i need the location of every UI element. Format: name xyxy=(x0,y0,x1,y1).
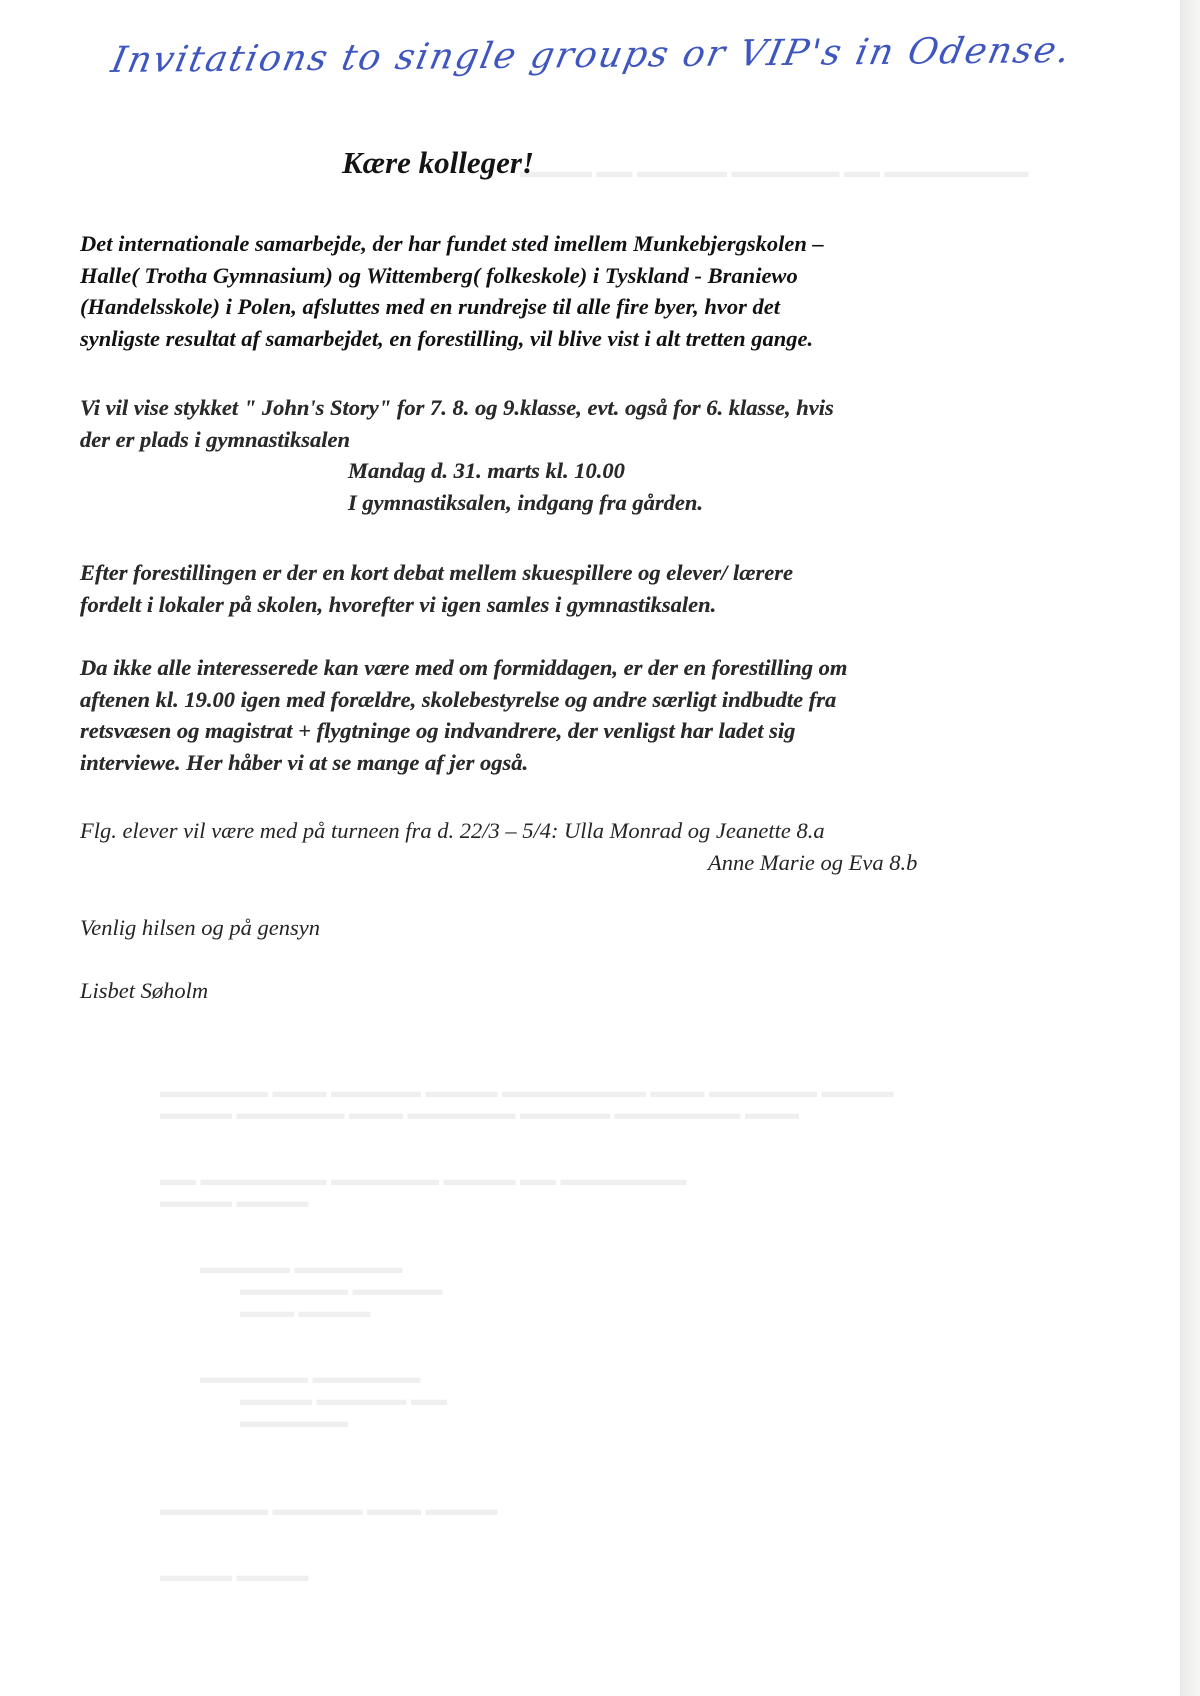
event-datetime: Mandag d. 31. marts kl. 10.00 xyxy=(348,458,625,483)
show-through-shading: ▬▬▬▬▬▬ ▬▬▬ ▬▬▬▬▬ ▬▬▬▬ ▬▬▬▬▬▬▬▬ ▬▬▬ ▬▬▬▬▬▬ ▬▬▬▬ ▬▬▬▬ ▬▬▬▬▬▬ ▬▬▬ ▬▬▬▬▬▬ ▬▬▬▬▬ ▬▬▬▬▬▬▬ ▬▬▬ ▬▬ ▬▬▬▬▬▬▬ ▬▬▬▬▬▬ ▬▬▬▬ ▬▬ ▬▬▬▬▬▬▬ ▬▬▬▬ ▬▬▬▬ ▬▬▬▬▬ ▬▬▬▬▬▬ ▬▬▬▬▬▬ ▬▬▬▬▬ ▬▬▬ ▬▬▬▬ ▬▬▬▬▬▬ ▬▬▬▬▬▬ ▬▬▬▬ ▬▬▬▬▬ ▬▬ ▬▬▬▬▬▬ ▬▬▬▬▬▬ ▬▬▬▬▬ ▬▬▬ ▬▬▬▬ ▬▬▬▬ ▬▬▬▬ xyxy=(160,1081,894,1585)
signature-block xyxy=(80,975,1060,1007)
text-line: interviewe. Her håber vi at se mange af jer også. xyxy=(80,749,529,775)
paper-edge xyxy=(1180,0,1200,1696)
text-line: Vi vil vise stykket " John's Story" for 7. 8. og 9.klasse, evt. også for 6. klasse, hvis xyxy=(80,395,834,420)
closing-greeting xyxy=(80,912,1060,944)
tour-line-1: Flg. elever vil være med på turneen fra d. 22/3 – 5/4: Ulla Monrad og Jeanette 8.a xyxy=(80,818,825,843)
paragraph-debate xyxy=(80,557,1060,620)
text-line: retsvæsen og magistrat + flygtninge og indvandrere, der venligst har ladet sig xyxy=(80,718,796,743)
closing-text: Venlig hilsen og på gensyn xyxy=(80,915,320,940)
tour-line-2: Anne Marie og Eva 8.b xyxy=(708,849,918,875)
text-line: fordelt i lokaler på skolen, hvorefter vi igen samles i gymnastiksalen. xyxy=(80,591,717,617)
text-line: synligste resultat af samarbejdet, en forestilling, vil blive vist i alt tretten gange. xyxy=(80,325,814,351)
handwritten-note: Invitations to single groups or VIP's in Odense. xyxy=(107,29,1076,81)
paragraph-intro xyxy=(80,228,1060,354)
text-line: Efter forestillingen er der en kort debat mellem skuespillere og elever/ lærere xyxy=(80,560,794,585)
text-line: der er plads i gymnastiksalen xyxy=(80,426,351,452)
paragraph-performance xyxy=(80,392,1060,518)
text-line: (Handelsskole) i Polen, afsluttes med en rundrejse til alle fire byer, hvor det xyxy=(80,294,780,319)
text-line: aftenen kl. 19.00 igen med forældre, skolebestyrelse og andre særligt indbudte fra xyxy=(80,686,837,712)
paragraph-evening xyxy=(80,652,1060,778)
show-through-shading: ▬▬▬▬ ▬▬ ▬▬▬▬▬ ▬▬▬▬▬▬ ▬▬ ▬▬▬▬▬▬▬▬ xyxy=(520,161,1029,181)
text-line: Halle( Trotha Gymnasium) og Wittemberg( folkeskole) i Tyskland - Braniewo xyxy=(80,262,798,288)
text-line: Det internationale samarbejde, der har fundet sted imellem Munkebjergskolen – xyxy=(80,231,824,256)
text-line: Da ikke alle interesserede kan være med om formiddagen, er der en forestilling om xyxy=(80,655,848,680)
paragraph-tour xyxy=(80,815,1060,878)
letter-title: Kære kolleger! xyxy=(342,145,535,180)
event-location: I gymnastiksalen, indgang fra gården. xyxy=(348,489,704,515)
signature-name: Lisbet Søholm xyxy=(80,978,209,1003)
